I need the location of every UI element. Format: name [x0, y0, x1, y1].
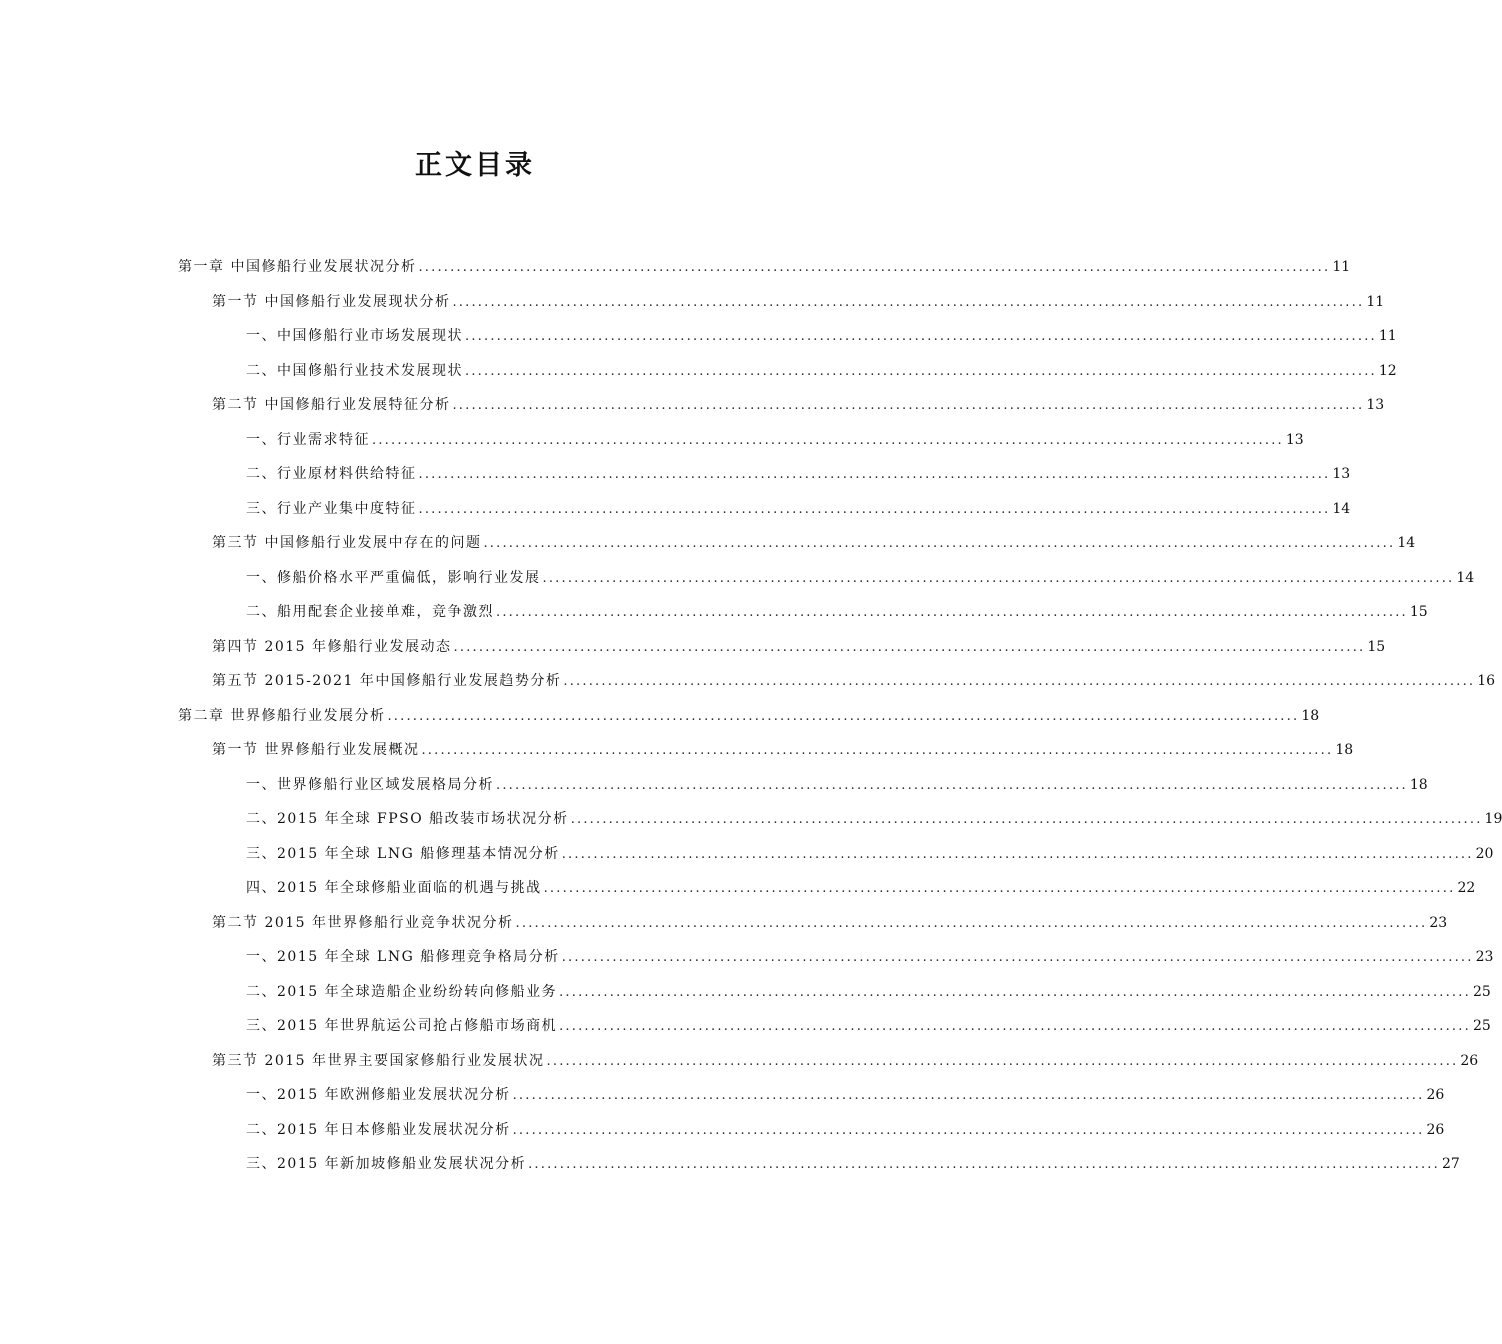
- toc-subsection-entry[interactable]: [0, 874, 1476, 909]
- toc-subsection-entry[interactable]: [0, 805, 1502, 840]
- toc-subsection-entry[interactable]: [0, 357, 1397, 392]
- toc-section-entry[interactable]: [0, 288, 1385, 323]
- toc-page-number: 27: [1441, 1156, 1460, 1172]
- toc-dot-leader: ................................................................................................................................................: [496, 605, 1408, 620]
- toc-dot-leader: ................................................................................................................................................: [418, 467, 1331, 482]
- toc-subsection-entry[interactable]: [0, 1081, 1445, 1116]
- toc-page-number: 11: [1332, 259, 1351, 275]
- toc-section-entry[interactable]: [0, 1047, 1479, 1082]
- toc-dot-leader: ................................................................................................................................................: [418, 260, 1331, 275]
- toc-dot-leader: ................................................................................................................................................: [465, 363, 1377, 379]
- toc-page-number: 15: [1367, 638, 1386, 655]
- toc-page-number: 25: [1472, 983, 1491, 1000]
- toc-subsection-entry[interactable]: [0, 1116, 1445, 1151]
- toc-dot-leader: ................................................................................................................................................: [561, 846, 1474, 862]
- toc-entry-title: 第二节 2015 年世界修船行业竞争状况分析: [212, 914, 514, 931]
- toc-subsection-entry[interactable]: [0, 978, 1491, 1013]
- toc-chapter-entry[interactable]: [0, 253, 1351, 288]
- toc-entry-title: 第三节 2015 年世界主要国家修船行业发展状况: [212, 1052, 545, 1069]
- toc-entry-title: 第一节 中国修船行业发展现状分析: [212, 293, 451, 310]
- toc-entry-title: 一、2015 年全球 LNG 船修理竞争格局分析: [246, 949, 560, 965]
- toc-subsection-entry[interactable]: [0, 426, 1304, 461]
- toc-entry-title: 一、修船价格水平严重偏低，影响行业发展: [246, 569, 541, 586]
- page-title: 正文目录: [415, 150, 535, 181]
- toc-subsection-entry[interactable]: [0, 1012, 1491, 1047]
- toc-entry-title: 三、2015 年新加坡修船业发展状况分析: [246, 1156, 527, 1172]
- toc-subsection-entry[interactable]: [0, 460, 1351, 495]
- toc-section-entry[interactable]: [0, 736, 1354, 771]
- toc-entry-title: 二、行业原材料供给特征: [246, 466, 417, 482]
- toc-dot-leader: ................................................................................................................................................: [528, 1157, 1440, 1172]
- toc-page-number: 13: [1332, 466, 1351, 482]
- toc-dot-leader: ................................................................................................................................................: [421, 743, 1334, 758]
- toc-entry-title: 一、世界修船行业区域发展格局分析: [246, 776, 494, 793]
- toc-subsection-entry[interactable]: [0, 840, 1494, 875]
- toc-subsection-entry[interactable]: [0, 771, 1428, 806]
- toc-entry-title: 三、2015 年全球 LNG 船修理基本情况分析: [246, 845, 560, 862]
- toc-page-number: 20: [1475, 845, 1494, 862]
- toc-entry-title: 一、2015 年欧洲修船业发展状况分析: [246, 1087, 511, 1103]
- toc-entry-title: 二、2015 年全球 FPSO 船改装市场状况分析: [246, 811, 569, 827]
- toc-subsection-entry[interactable]: [0, 564, 1475, 599]
- toc-page-number: 14: [1456, 569, 1475, 586]
- toc-dot-leader: ................................................................................................................................................: [512, 1088, 1425, 1103]
- toc-page-number: 14: [1332, 500, 1351, 517]
- toc-page-number: 19: [1484, 811, 1502, 827]
- toc-chapter-entry[interactable]: [0, 702, 1320, 737]
- toc-page-number: 16: [1477, 673, 1496, 689]
- toc-section-entry[interactable]: [0, 391, 1385, 426]
- toc-page-number: 14: [1397, 535, 1416, 551]
- toc-page-number: 11: [1378, 328, 1397, 344]
- toc-page-number: 26: [1460, 1052, 1479, 1069]
- toc-subsection-entry[interactable]: [0, 495, 1351, 530]
- toc-page-number: 18: [1335, 742, 1354, 758]
- toc-dot-leader: ................................................................................................................................................: [483, 536, 1396, 551]
- toc-entry-title: 四、2015 年全球修船业面临的机遇与挑战: [246, 880, 542, 896]
- toc-dot-leader: ................................................................................................................................................: [543, 881, 1456, 896]
- toc-subsection-entry[interactable]: [0, 943, 1494, 978]
- toc-entry-title: 二、中国修船行业技术发展现状: [246, 362, 463, 379]
- toc-entry-title: 三、行业产业集中度特征: [246, 500, 417, 517]
- toc-dot-leader: ................................................................................................................................................: [496, 777, 1408, 793]
- toc-entry-title: 第二章 世界修船行业发展分析: [178, 707, 386, 724]
- toc-page-number: 23: [1429, 914, 1448, 931]
- toc-entry-title: 二、2015 年日本修船业发展状况分析: [246, 1121, 511, 1138]
- toc-page-number: 15: [1409, 604, 1428, 620]
- toc-page-number: 26: [1426, 1087, 1445, 1103]
- toc-entry-title: 第四节 2015 年修船行业发展动态: [212, 638, 452, 655]
- toc-entry-title: 三、2015 年世界航运公司抢占修船市场商机: [246, 1018, 558, 1034]
- toc-entry-title: 二、2015 年全球造船企业纷纷转向修船业务: [246, 983, 558, 1000]
- toc-entry-title: 第一节 世界修船行业发展概况: [212, 742, 420, 758]
- toc-dot-leader: ................................................................................................................................................: [563, 674, 1476, 689]
- toc-page-number: 18: [1301, 707, 1320, 724]
- toc-page-number: 13: [1285, 431, 1304, 448]
- toc-entry-title: 第三节 中国修船行业发展中存在的问题: [212, 535, 482, 551]
- toc-dot-leader: ................................................................................................................................................: [512, 1122, 1425, 1138]
- toc-dot-leader: ................................................................................................................................................: [542, 570, 1455, 586]
- toc-subsection-entry[interactable]: [0, 322, 1397, 357]
- toc-dot-leader: ................................................................................................................................................: [570, 812, 1483, 827]
- toc-page-number: 25: [1472, 1018, 1491, 1034]
- toc-dot-leader: ................................................................................................................................................: [559, 984, 1471, 1000]
- toc-subsection-entry[interactable]: [0, 1150, 1460, 1185]
- toc-page-number: 23: [1475, 949, 1494, 965]
- toc-dot-leader: ................................................................................................................................................: [559, 1019, 1471, 1034]
- toc-page-number: 26: [1426, 1121, 1445, 1138]
- toc-entry-title: 一、行业需求特征: [246, 431, 370, 448]
- toc-dot-leader: ................................................................................................................................................: [453, 639, 1366, 655]
- toc-dot-leader: ................................................................................................................................................: [465, 329, 1377, 344]
- toc-page-number: 11: [1366, 293, 1385, 310]
- toc-entry-title: 二、船用配套企业接单难，竞争激烈: [246, 604, 494, 620]
- toc-page-number: 18: [1409, 776, 1428, 793]
- toc-dot-leader: ................................................................................................................................................: [418, 501, 1331, 517]
- toc-entry-title: 第一章 中国修船行业发展状况分析: [178, 259, 417, 275]
- toc-section-entry[interactable]: [0, 909, 1448, 944]
- toc-section-entry[interactable]: [0, 529, 1416, 564]
- toc-entry-title: 第二节 中国修船行业发展特征分析: [212, 397, 451, 413]
- table-of-contents: [0, 253, 1502, 1185]
- toc-dot-leader: ................................................................................................................................................: [387, 708, 1300, 724]
- toc-page-number: 12: [1378, 362, 1397, 379]
- toc-entry-title: 第五节 2015-2021 年中国修船行业发展趋势分析: [212, 673, 562, 689]
- toc-page-number: 22: [1457, 880, 1476, 896]
- toc-subsection-entry[interactable]: [0, 598, 1428, 633]
- toc-dot-leader: ................................................................................................................................................: [546, 1053, 1459, 1069]
- toc-section-entry[interactable]: [0, 667, 1496, 702]
- toc-page-number: 13: [1366, 397, 1385, 413]
- toc-dot-leader: ................................................................................................................................................: [452, 398, 1365, 413]
- toc-entry-title: 一、中国修船行业市场发展现状: [246, 328, 463, 344]
- toc-dot-leader: ................................................................................................................................................: [372, 432, 1284, 448]
- toc-dot-leader: ................................................................................................................................................: [452, 294, 1365, 310]
- toc-dot-leader: ................................................................................................................................................: [561, 950, 1474, 965]
- toc-section-entry[interactable]: [0, 633, 1386, 668]
- toc-dot-leader: ................................................................................................................................................: [515, 915, 1428, 931]
